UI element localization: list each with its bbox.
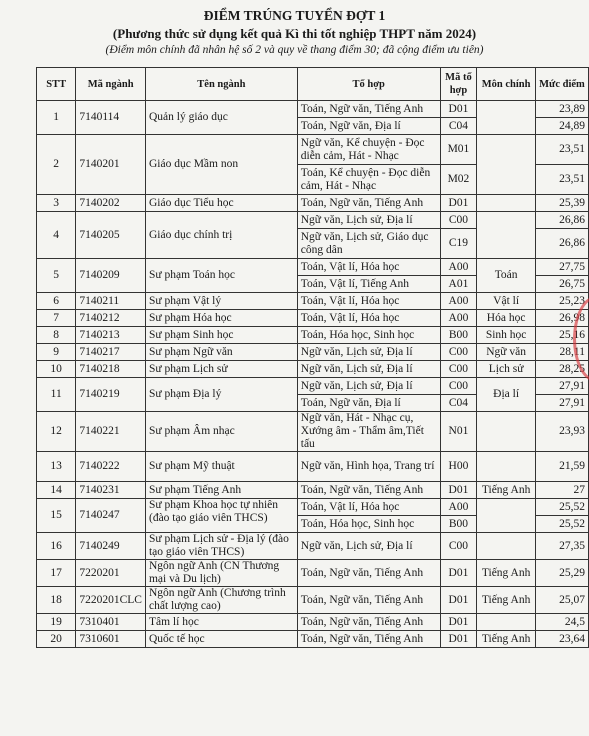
row-combo: Toán, Ngữ văn, Tiếng Anh — [297, 631, 440, 648]
admission-scores-table — [36, 67, 589, 648]
row-major-code: 7140231 — [76, 482, 146, 499]
row-combo-code: A00 — [440, 293, 477, 310]
row-main-subject: Toán — [477, 259, 536, 293]
row-main-subject: Địa lí — [477, 378, 536, 412]
row-major-code: 7140211 — [76, 293, 146, 310]
row-score: 25,52 — [535, 516, 588, 533]
table-row — [37, 259, 589, 276]
row-score: 25,29 — [535, 560, 588, 587]
row-score: 27,75 — [535, 259, 588, 276]
row-score: 27,35 — [535, 533, 588, 560]
row-score: 23,51 — [535, 165, 588, 195]
row-combo-code: D01 — [440, 560, 477, 587]
row-main-subject — [477, 412, 536, 452]
header-stt: STT — [37, 68, 76, 101]
row-combo-code: H00 — [440, 452, 477, 482]
row-combo: Ngữ văn, Lịch sử, Địa lí — [297, 212, 440, 229]
row-combo: Toán, Ngữ văn, Địa lí — [297, 395, 440, 412]
page-title: ĐIỂM TRÚNG TUYỂN ĐỢT 1 — [203, 8, 386, 23]
table-row — [37, 195, 589, 212]
row-combo: Toán, Vật lí, Hóa học — [297, 259, 440, 276]
row-combo: Toán, Ngữ văn, Tiếng Anh — [297, 482, 440, 499]
row-major-name: Sư phạm Địa lý — [145, 378, 297, 412]
row-combo-code: D01 — [440, 631, 477, 648]
row-stt: 2 — [37, 135, 76, 195]
table-row — [37, 631, 589, 648]
row-combo: Toán, Ngữ văn, Địa lí — [297, 118, 440, 135]
row-stt: 18 — [37, 587, 76, 614]
row-score: 21,59 — [535, 452, 588, 482]
row-score: 26,98 — [535, 310, 588, 327]
row-combo: Toán, Vật lí, Tiếng Anh — [297, 276, 440, 293]
row-combo-code: D01 — [440, 587, 477, 614]
row-major-code: 7140222 — [76, 452, 146, 482]
page-note: (Điểm môn chính đã nhân hệ số 2 và quy về thang điểm 30; đã cộng điểm ưu tiên) — [105, 44, 484, 56]
row-combo-code: N01 — [440, 412, 477, 452]
row-combo-code: D01 — [440, 101, 477, 118]
row-combo-code: C19 — [440, 229, 477, 259]
row-main-subject: Tiếng Anh — [477, 560, 536, 587]
row-major-code: 7140221 — [76, 412, 146, 452]
row-main-subject: Tiếng Anh — [477, 587, 536, 614]
row-major-code: 7140205 — [76, 212, 146, 259]
row-major-name: Ngôn ngữ Anh (Chương trình chất lượng cao) — [145, 587, 297, 614]
row-main-subject — [477, 101, 536, 135]
row-major-name: Giáo dục Tiểu học — [145, 195, 297, 212]
row-stt: 8 — [37, 327, 76, 344]
row-major-name: Sư phạm Hóa học — [145, 310, 297, 327]
table-header-row — [37, 68, 589, 101]
row-combo-code: C00 — [440, 533, 477, 560]
row-score: 25,16 — [535, 327, 588, 344]
row-main-subject: Lịch sử — [477, 361, 536, 378]
row-stt: 16 — [37, 533, 76, 560]
row-major-name: Sư phạm Khoa học tự nhiên (đào tạo giáo viên THCS) — [145, 499, 297, 533]
row-combo-code: M01 — [440, 135, 477, 165]
row-score: 24,5 — [535, 614, 588, 631]
row-stt: 20 — [37, 631, 76, 648]
row-major-name: Sư phạm Vật lý — [145, 293, 297, 310]
row-combo-code: B00 — [440, 516, 477, 533]
row-stt: 6 — [37, 293, 76, 310]
row-combo-code: A00 — [440, 499, 477, 516]
row-score: 27,91 — [535, 378, 588, 395]
row-main-subject — [477, 135, 536, 195]
row-score: 25,07 — [535, 587, 588, 614]
row-major-name: Sư phạm Ngữ văn — [145, 344, 297, 361]
row-stt: 19 — [37, 614, 76, 631]
row-combo: Toán, Hóa học, Sinh học — [297, 516, 440, 533]
row-stt: 17 — [37, 560, 76, 587]
row-score: 25,52 — [535, 499, 588, 516]
row-main-subject: Tiếng Anh — [477, 631, 536, 648]
row-combo: Toán, Hóa học, Sinh học — [297, 327, 440, 344]
row-combo: Ngữ văn, Lịch sử, Giáo dục công dân — [297, 229, 440, 259]
row-score: 25,23 — [535, 293, 588, 310]
row-score: 28,25 — [535, 361, 588, 378]
row-major-name: Giáo dục chính trị — [145, 212, 297, 259]
row-combo-code: A00 — [440, 310, 477, 327]
row-stt: 5 — [37, 259, 76, 293]
row-main-subject: Ngữ văn — [477, 344, 536, 361]
row-score: 26,86 — [535, 229, 588, 259]
row-major-code: 7220201CLC — [76, 587, 146, 614]
row-main-subject: Tiếng Anh — [477, 482, 536, 499]
row-stt: 15 — [37, 499, 76, 533]
row-major-name: Tâm lí học — [145, 614, 297, 631]
row-major-name: Sư phạm Âm nhạc — [145, 412, 297, 452]
row-score: 27,91 — [535, 395, 588, 412]
row-major-name: Quản lý giáo dục — [145, 101, 297, 135]
row-score: 23,89 — [535, 101, 588, 118]
row-major-code: 7220201 — [76, 560, 146, 587]
row-stt: 7 — [37, 310, 76, 327]
table-row — [37, 327, 589, 344]
row-score: 26,75 — [535, 276, 588, 293]
row-combo: Toán, Ngữ văn, Tiếng Anh — [297, 587, 440, 614]
row-score: 23,93 — [535, 412, 588, 452]
row-main-subject — [477, 499, 536, 533]
table-row — [37, 361, 589, 378]
row-major-code: 7140212 — [76, 310, 146, 327]
row-combo-code: C04 — [440, 395, 477, 412]
row-score: 26,86 — [535, 212, 588, 229]
row-combo-code: C00 — [440, 344, 477, 361]
row-major-code: 7140202 — [76, 195, 146, 212]
row-major-code: 7140209 — [76, 259, 146, 293]
row-main-subject — [477, 533, 536, 560]
row-major-name: Sư phạm Sinh học — [145, 327, 297, 344]
row-stt: 9 — [37, 344, 76, 361]
row-major-code: 7140219 — [76, 378, 146, 412]
row-major-name: Giáo dục Mầm non — [145, 135, 297, 195]
page-subtitle: (Phương thức sử dụng kết quả Kì thi tốt nghiệp THPT năm 2024) — [112, 26, 477, 41]
header-combo-code: Mã tổ hợp — [440, 68, 477, 101]
table-row — [37, 499, 589, 516]
row-combo-code: A01 — [440, 276, 477, 293]
row-main-subject: Sinh học — [477, 327, 536, 344]
header-main-subject: Môn chính — [477, 68, 536, 101]
row-stt: 11 — [37, 378, 76, 412]
row-score: 23,64 — [535, 631, 588, 648]
row-score: 27 — [535, 482, 588, 499]
row-combo: Ngữ văn, Hình họa, Trang trí — [297, 452, 440, 482]
row-stt: 13 — [37, 452, 76, 482]
row-combo: Ngữ văn, Lịch sử, Địa lí — [297, 533, 440, 560]
row-score: 28,11 — [535, 344, 588, 361]
row-major-name: Sư phạm Tiếng Anh — [145, 482, 297, 499]
row-combo-code: A00 — [440, 259, 477, 276]
row-combo: Ngữ văn, Lịch sử, Địa lí — [297, 361, 440, 378]
table-row — [37, 378, 589, 395]
table-body — [37, 101, 589, 648]
table-row — [37, 412, 589, 452]
row-combo: Toán, Ngữ văn, Tiếng Anh — [297, 101, 440, 118]
row-combo-code: C00 — [440, 378, 477, 395]
row-combo-code: B00 — [440, 327, 477, 344]
row-combo-code: D01 — [440, 482, 477, 499]
row-combo: Toán, Kể chuyện - Đọc diễn cảm, Hát - Nhạc — [297, 165, 440, 195]
row-major-name: Sư phạm Lịch sử — [145, 361, 297, 378]
row-combo: Toán, Ngữ văn, Tiếng Anh — [297, 614, 440, 631]
row-combo: Toán, Vật lí, Hóa học — [297, 310, 440, 327]
row-main-subject — [477, 212, 536, 259]
header-score: Mức điểm — [535, 68, 588, 101]
row-major-code: 7140218 — [76, 361, 146, 378]
row-major-code: 7310401 — [76, 614, 146, 631]
row-stt: 3 — [37, 195, 76, 212]
row-combo-code: D01 — [440, 614, 477, 631]
row-combo: Ngữ văn, Kể chuyện - Đọc diễn cảm, Hát - Nhạc — [297, 135, 440, 165]
row-main-subject: Hóa học — [477, 310, 536, 327]
row-stt: 10 — [37, 361, 76, 378]
header-name: Tên ngành — [145, 68, 297, 101]
table-row — [37, 560, 589, 587]
table-row — [37, 212, 589, 229]
row-major-code: 7140217 — [76, 344, 146, 361]
row-main-subject — [477, 452, 536, 482]
row-score: 23,51 — [535, 135, 588, 165]
row-major-name: Sư phạm Lịch sử - Địa lý (đào tạo giáo viên THCS) — [145, 533, 297, 560]
table-row — [37, 135, 589, 165]
table-row — [37, 310, 589, 327]
table-row — [37, 533, 589, 560]
row-combo: Toán, Ngữ văn, Tiếng Anh — [297, 560, 440, 587]
table-row — [37, 344, 589, 361]
row-major-code: 7140249 — [76, 533, 146, 560]
row-combo: Toán, Ngữ văn, Tiếng Anh — [297, 195, 440, 212]
row-combo: Ngữ văn, Lịch sử, Địa lí — [297, 344, 440, 361]
row-combo-code: C04 — [440, 118, 477, 135]
row-combo-code: M02 — [440, 165, 477, 195]
row-combo: Ngữ văn, Lịch sử, Địa lí — [297, 378, 440, 395]
table-row — [37, 614, 589, 631]
row-stt: 1 — [37, 101, 76, 135]
row-major-code: 7310601 — [76, 631, 146, 648]
row-major-name: Quốc tế học — [145, 631, 297, 648]
row-combo-code: D01 — [440, 195, 477, 212]
row-combo-code: C00 — [440, 361, 477, 378]
row-main-subject — [477, 195, 536, 212]
row-major-name: Sư phạm Toán học — [145, 259, 297, 293]
row-major-code: 7140114 — [76, 101, 146, 135]
row-score: 24,89 — [535, 118, 588, 135]
row-combo: Ngữ văn, Hát - Nhạc cụ, Xướng âm - Thẩm âm,Tiết tấu — [297, 412, 440, 452]
table-row — [37, 482, 589, 499]
table-row — [37, 293, 589, 310]
row-main-subject: Vật lí — [477, 293, 536, 310]
table-row — [37, 101, 589, 118]
row-combo: Toán, Vật lí, Hóa học — [297, 293, 440, 310]
table-row — [37, 587, 589, 614]
row-combo-code: C00 — [440, 212, 477, 229]
header-code: Mã ngành — [76, 68, 146, 101]
row-major-name: Sư phạm Mỹ thuật — [145, 452, 297, 482]
row-main-subject — [477, 614, 536, 631]
row-score: 25,39 — [535, 195, 588, 212]
row-major-code: 7140247 — [76, 499, 146, 533]
row-stt: 14 — [37, 482, 76, 499]
row-major-code: 7140213 — [76, 327, 146, 344]
row-stt: 12 — [37, 412, 76, 452]
row-major-code: 7140201 — [76, 135, 146, 195]
row-stt: 4 — [37, 212, 76, 259]
row-combo: Toán, Vật lí, Hóa học — [297, 499, 440, 516]
header-combo: Tổ hợp — [297, 68, 440, 101]
table-row — [37, 452, 589, 482]
row-major-name: Ngôn ngữ Anh (CN Thương mại và Du lịch) — [145, 560, 297, 587]
